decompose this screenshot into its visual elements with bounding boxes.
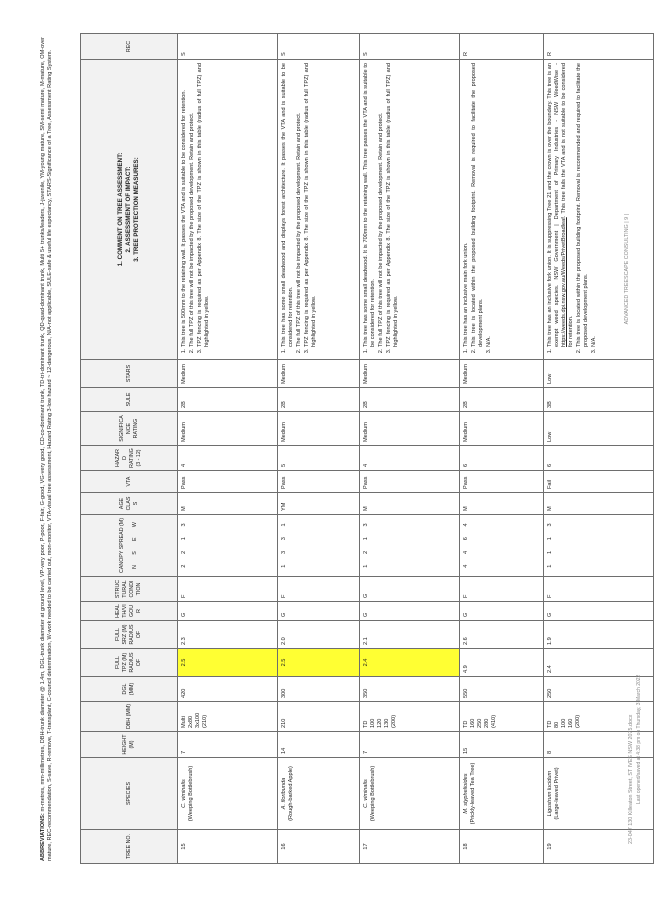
cell-height: 8 (544, 732, 654, 758)
cell-structural: F (278, 577, 360, 602)
spread-w: 4 (463, 523, 469, 527)
table-row (278, 34, 360, 864)
abbreviations-paragraph (38, 34, 80, 864)
cell-dgl: 250 (544, 677, 654, 702)
cell-vta: Pass (278, 471, 360, 493)
species-common: (Weeping Bottlebrush) (370, 765, 376, 822)
cell-hazard: 4 (360, 446, 460, 471)
header-dir-w: W (132, 522, 138, 528)
table-row (178, 34, 278, 864)
cell-hazard: 5 (278, 446, 360, 471)
dbh-line: 100 (561, 718, 567, 728)
weedwise-link[interactable]: https://weeds.dpi.nsw.gov.au/Weeds/PrivetBroadleaf (561, 217, 567, 347)
header-measures-2: 2. ASSESSMENT OF IMPACT: (125, 166, 132, 253)
cell-structural: G (360, 577, 460, 602)
footer-company: ADVANCED TREESCAPE CONSULTING | 9 | (624, 214, 630, 325)
cell-canopy (544, 515, 654, 577)
cell-structural: F (460, 577, 544, 602)
cell-dgl: 550 (460, 677, 544, 702)
cell-srz: 2.3 (178, 621, 278, 649)
cell-structural: F (178, 577, 278, 602)
spread-n: 1 (547, 564, 553, 568)
cell-srz: 2.6 (460, 621, 544, 649)
spread-s: 2 (181, 550, 187, 554)
cell-srz: 2.0 (278, 621, 360, 649)
cell-rec: S (360, 34, 460, 60)
cell-tpz: 4.9 (460, 649, 544, 677)
abbreviations-text: m-metres, mm-millimetres, DBH-trunk diameter @ 1.4m, DGL-trunk diameter at ground level, VP-very poor, P-poor, F-fair, G-good, VG-very good, CD-co-dominant trunk, TD-tri-dominant trunk, QD-quad-dominant trunk, Multi 5+ trunks/leaders, J-juvenile, YM-young mature, SM-semi mature, M-mature, OM-over mature, REC-recommendation, S-save, R-remove, T-transplant, C-council determination, W-work needed to be carried out, mon-monitor, VTA-visual tree assessment, Hazard Rating 3-low hazard ~ 12-dangerous, N/A-not applicable, SULE-safe & useful life expectancy, STARS-Significance of a Tree, Assessment Rating System. (40, 37, 54, 861)
spread-e: 6 (463, 537, 469, 541)
spread-w: 3 (547, 523, 553, 527)
cell-stars: Medium (278, 360, 360, 388)
header-srz: FULL SRZ (M) RADIUS OF (81, 621, 178, 649)
header-row (81, 34, 178, 864)
cell-species (460, 758, 544, 830)
header-canopy (81, 515, 178, 577)
header-tpz: FULL TPZ (M) RADIUS OF (81, 649, 178, 677)
cell-canopy (178, 515, 278, 577)
measure-protection: 3. TPZ fencing is required as per Appendix 8. The size of the TPZ is shown in this table (radius of full TPZ) and highlighted in yellow. (197, 63, 211, 347)
header-dir-e: E (132, 537, 138, 541)
cell-structural: F (544, 577, 654, 602)
header-age: AGE CLASS (81, 493, 178, 515)
cell-measures (460, 60, 544, 360)
dbh-line: 80 (554, 721, 560, 728)
cell-stars: Medium (360, 360, 460, 388)
abbreviations-heading: ABBREVIATIONS: (40, 813, 46, 861)
cell-dbh (278, 702, 360, 732)
dbh-line: 250 (477, 718, 483, 728)
cell-species (178, 758, 278, 830)
cell-stars: Medium (178, 360, 278, 388)
dbh-line: 100 (370, 718, 376, 728)
spread-e: 1 (547, 537, 553, 541)
cell-canopy (278, 515, 360, 577)
species-common: (Rough-barked Apple) (288, 766, 294, 821)
cell-height: 14 (278, 732, 360, 758)
header-vta: VTA (81, 471, 178, 493)
spread-e: 1 (181, 537, 187, 541)
cell-age: M (460, 493, 544, 515)
cell-health: G (278, 602, 360, 621)
cell-sule: 2B (278, 388, 360, 412)
dbh-line: TD (463, 720, 469, 728)
header-health: HEALTH/VIGOUR (81, 602, 178, 621)
rotated-landscape-sheet (38, 34, 642, 864)
cell-health: G (360, 602, 460, 621)
cell-vta: Pass (360, 471, 460, 493)
cell-species (360, 758, 460, 830)
cell-dbh (178, 702, 278, 732)
header-dgl: DGL (MM) (81, 677, 178, 702)
header-measures-1: 1. COMMENT ON TREE ASSESSMENT: (117, 152, 124, 267)
spread-e: 1 (363, 537, 369, 541)
dbh-line: (200) (575, 714, 581, 728)
header-dir-n: N (132, 565, 138, 569)
footer-filename: 23-047 130 Killeaton Street, ST IVES NSW 2075.docx (628, 714, 634, 844)
cell-vta: Pass (460, 471, 544, 493)
cell-hazard: 6 (544, 446, 654, 471)
measure-impact: 2. This tree is located within the proposed building footprint. Removal is required to facilitate the proposed development plans. (471, 63, 485, 347)
dbh-line: (210) (202, 714, 208, 728)
dbh-line: (200) (391, 714, 397, 728)
spread-n: 4 (463, 564, 469, 568)
spread-w: 3 (363, 523, 369, 527)
cell-significance: Low (544, 412, 654, 446)
species-scientific: C. viminalis (363, 779, 369, 808)
spread-s: 4 (463, 550, 469, 554)
cell-sule: 3B (544, 388, 654, 412)
species-scientific: A. floribunda (281, 777, 287, 810)
cell-tree-no: 18 (460, 830, 544, 864)
comment-text: . This tree fails the VTA and is not suitable to be considered for retention. (561, 63, 574, 347)
spread-n: 1 (281, 564, 287, 568)
dbh-line: 210 (281, 718, 287, 728)
species-scientific: M. styphelioides (463, 773, 469, 814)
spread-s: 3 (281, 550, 287, 554)
dbh-line: 130 (384, 718, 390, 728)
cell-significance: Medium (278, 412, 360, 446)
cell-tpz-highlighted: 2.5 (278, 649, 360, 677)
measure-comment: 1. This tree has an inclusive main fork union. (463, 63, 470, 347)
spread-w: 3 (181, 523, 187, 527)
measure-impact: 2. The full TPZ of this tree will not be impacted by the proposed development. Retain and protect. (189, 63, 196, 347)
dbh-line: TD (363, 720, 369, 728)
dbh-line: TD (547, 720, 553, 728)
species-common: (Large-leaved Privet) (554, 767, 560, 820)
measure-impact: 2. The full TPZ of this tree will not be impacted by the proposed development. Retain and protect. (378, 63, 385, 347)
cell-significance: Medium (178, 412, 278, 446)
measure-comment (547, 63, 575, 347)
cell-tpz: 2.4 (544, 649, 654, 677)
header-rec: REC (81, 34, 178, 60)
cell-canopy (360, 515, 460, 577)
dbh-line: 160 (568, 718, 574, 728)
measure-protection: 3. N/A. (486, 63, 493, 347)
cell-age: M (360, 493, 460, 515)
header-structural: STRUCTURAL CONDITION (81, 577, 178, 602)
cell-dbh (360, 702, 460, 732)
spread-n: 2 (181, 564, 187, 568)
cell-vta: Pass (178, 471, 278, 493)
cell-significance: Medium (460, 412, 544, 446)
tree-assessment-table (80, 33, 654, 864)
cell-height: 7 (178, 732, 278, 758)
cell-age: M (178, 493, 278, 515)
species-common: (Weeping Bottlebrush) (188, 765, 194, 822)
cell-height: 15 (460, 732, 544, 758)
dbh-line: 120 (377, 718, 383, 728)
dbh-line: 2x80 (188, 715, 194, 728)
header-stars: STARS (81, 360, 178, 388)
header-sule: SULE (81, 388, 178, 412)
measure-protection: 3. TPZ fencing is required as per Appendix 8. The size of the TPZ is shown in this table (radius of full TPZ) and highlighted in yellow. (386, 63, 400, 347)
header-dir-s: S (132, 551, 138, 555)
cell-hazard: 4 (178, 446, 278, 471)
table-row (460, 34, 544, 864)
spread-s: 2 (363, 550, 369, 554)
cell-srz: 2.1 (360, 621, 460, 649)
header-significance: SIGNIFICANCE RATING (81, 412, 178, 446)
cell-dgl: 420 (178, 677, 278, 702)
measure-protection: 3. TPZ fencing is required as per Appendix 8. The size of the TPZ is shown in this table (radius of full TPZ) and highlighted in yellow. (304, 63, 318, 347)
measure-protection: 3. N/A. (591, 63, 598, 347)
species-scientific: C. viminalis (181, 779, 187, 808)
dbh-line: 160 (470, 718, 476, 728)
comment-text: This tree has an inclusive fork union. It is suppressing Tree 21 and the crown is over the boundary. This tree is an exempt weed species. NSW Government | Department of Primary Industries - NSW WeedWise - (547, 63, 560, 347)
measure-comment: 1. This tree is 500mm to the retaining wall. It passes the VTA and is suitable to be considered for retention. (181, 63, 188, 347)
measure-comment: 1. This tree has some small deadwood and displays forest architecture. It passes the VTA and is suitable to be considered for retention. (281, 63, 295, 347)
header-measures-3: 3. TREE PROTECTION MEASURES: (133, 157, 140, 262)
cell-dgl: 300 (278, 677, 360, 702)
cell-tpz-highlighted: 2.4 (360, 649, 460, 677)
header-dbh: DBH (MM) (81, 702, 178, 732)
cell-rec: R (460, 34, 544, 60)
cell-tree-no: 19 (544, 830, 654, 864)
header-tree-no: TREE NO. (81, 830, 178, 864)
cell-srz: 1.9 (544, 621, 654, 649)
dbh-line: (410) (491, 714, 497, 728)
header-hazard: HAZARD RATING (3 - 12) (81, 446, 178, 471)
cell-age: YM (278, 493, 360, 515)
cell-hazard: 6 (460, 446, 544, 471)
dbh-line: 3x100 (195, 712, 201, 728)
cell-rec: S (178, 34, 278, 60)
cell-dgl: 350 (360, 677, 460, 702)
header-species: SPECIES (81, 758, 178, 830)
cell-tpz-highlighted: 2.5 (178, 649, 278, 677)
cell-canopy (460, 515, 544, 577)
dbh-line: Multi (181, 716, 187, 728)
cell-species (278, 758, 360, 830)
cell-tree-no: 16 (278, 830, 360, 864)
footer-saved: Last opened/saved at 4:38 pm on Thursday, 3 March 2022 (636, 674, 642, 804)
cell-sule: 2B (178, 388, 278, 412)
cell-measures (178, 60, 278, 360)
header-height: HEIGHT (M) (81, 732, 178, 758)
spread-s: 1 (547, 550, 553, 554)
cell-health: G (460, 602, 544, 621)
cell-age: M (544, 493, 654, 515)
measure-impact: 2. The full TPZ of this tree will not be impacted by the proposed development. Retain and protect. (296, 63, 303, 347)
cell-measures (544, 60, 654, 360)
species-common: (Prickly-leaved Tea Tree) (470, 762, 476, 825)
species-scientific: Ligustrum lucidum (547, 770, 553, 817)
table-row (360, 34, 460, 864)
cell-sule: 2B (460, 388, 544, 412)
spread-w: 1 (281, 523, 287, 527)
cell-dbh (460, 702, 544, 732)
cell-sule: 2B (360, 388, 460, 412)
cell-tree-no: 15 (178, 830, 278, 864)
dbh-line: 280 (484, 718, 490, 728)
cell-measures (278, 60, 360, 360)
measure-comment: 1. This tree has some small deadwood. It is 700mm to the retaining wall. This tree passes the VTA and is suitable to be considered for retention. (363, 63, 377, 347)
header-measures (81, 60, 178, 360)
cell-rec: S (278, 34, 360, 60)
cell-stars: Low (544, 360, 654, 388)
cell-significance: Medium (360, 412, 460, 446)
spread-n: 1 (363, 564, 369, 568)
cell-health: G (544, 602, 654, 621)
measure-impact: 2. This tree is located within the proposed building footprint. Removal is recommended and required to facilitate the proposed development plans. (576, 63, 590, 347)
cell-rec: R (544, 34, 654, 60)
cell-height: 7 (360, 732, 460, 758)
cell-tree-no: 17 (360, 830, 460, 864)
cell-stars: Medium (460, 360, 544, 388)
cell-health: G (178, 602, 278, 621)
spread-e: 3 (281, 537, 287, 541)
cell-measures (360, 60, 460, 360)
header-canopy-label: CANOPY SPREAD (M) (119, 518, 125, 573)
cell-vta: Fail (544, 471, 654, 493)
